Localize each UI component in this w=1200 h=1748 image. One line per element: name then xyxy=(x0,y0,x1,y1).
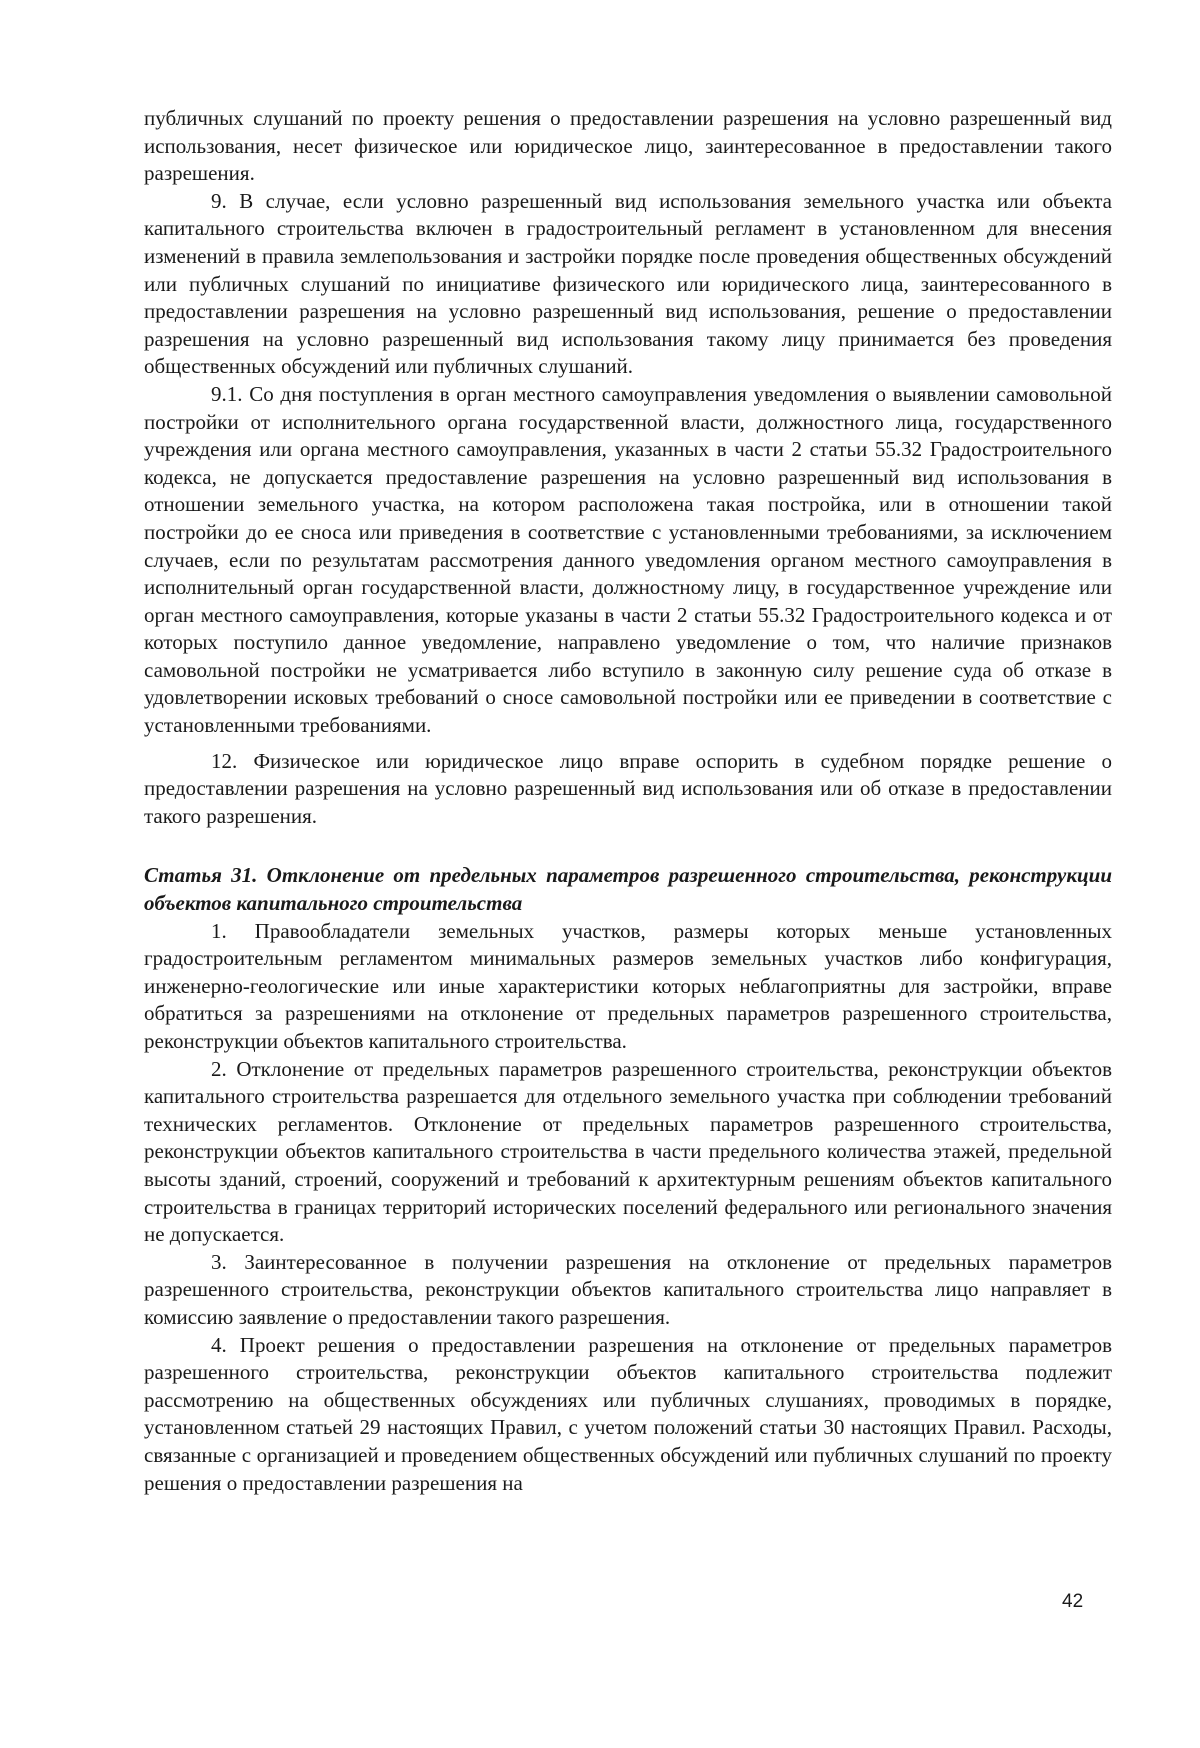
paragraph-item-9: 9. В случае, если условно разрешенный вид использования земельного участка или объекта капитального строительства включен в градостроительный регламент в установленном для внесения изменений в правила землепользования и застройки порядке после проведения общественных обсуждений или публичных слушаний по инициативе физического или юридического лица, заинтересованного в предоставлении разрешения на условно разрешенный вид использования, решение о предоставлении разрешения на условно разрешенный вид использования такому лицу принимается без проведения общественных обсуждений или публичных слушаний. xyxy=(144,188,1112,379)
article-paragraph-3: 3. Заинтересованное в получении разрешения на отклонение от предельных параметров разрешенного строительства, реконструкции объектов капитального строительства лицо направляет в комиссию заявление о предоставлении такого разрешения. xyxy=(144,1249,1112,1329)
page-number: 42 xyxy=(1062,1591,1084,1612)
article-paragraph-4: 4. Проект решения о предоставлении разрешения на отклонение от предельных параметров разрешенного строительства, реконструкции объектов капитального строительства подлежит рассмотрению на общественных обсуждениях или публичных слушаниях, проводимых в порядке, установленном статьей 29 настоящих Правил, с учетом положений статьи 30 настоящих Правил. Расходы, связанные с организацией и проведением общественных обсуждений или публичных слушаний по проекту решения о предоставлении разрешения на xyxy=(144,1332,1112,1495)
article-heading: Статья 31. Отклонение от предельных параметров разрешенного строительства, реконструкции объектов капитального строительства xyxy=(144,863,1112,916)
article-paragraph-1: 1. Правообладатели земельных участков, размеры которых меньше установленных градостроительным регламентом минимальных размеров земельных участков либо конфигурация, инженерно-геологические или иные характеристики которых неблагоприятны для застройки, вправе обратиться за разрешениями на отклонение от предельных параметров разрешенного строительства, реконструкции объектов капитального строительства. xyxy=(144,918,1112,1053)
article-paragraph-2: 2. Отклонение от предельных параметров разрешенного строительства, реконструкции объектов капитального строительства разрешается для отдельного земельного участка при соблюдении требований технических регламентов. Отклонение от предельных параметров разрешенного строительства, реконструкции объектов капитального строительства в части предельного количества этажей, предельной высоты зданий, строений, сооружений и требований к архитектурным решениям объектов капитального строительства в границах территорий исторических поселений федерального или регионального значения не допускается. xyxy=(144,1056,1112,1247)
paragraph-item-12: 12. Физическое или юридическое лицо вправе оспорить в судебном порядке решение о предоставлении разрешения на условно разрешенный вид использования или об отказе в предоставлении такого разрешения. xyxy=(144,748,1112,828)
document-body xyxy=(144,105,1112,1497)
paragraph-continuation: публичных слушаний по проекту решения о предоставлении разрешения на условно разрешенный вид использования, несет физическое или юридическое лицо, заинтересованное в предоставлении такого разрешения. xyxy=(144,106,1112,186)
paragraph-item-9-1: 9.1. Со дня поступления в орган местного самоуправления уведомления о выявлении самовольной постройки от исполнительного органа государственной власти, должностного лица, государственного учреждения или органа местного самоуправления, указанных в части 2 статьи 55.32 Градостроительного кодекса, не допускается предоставление разрешения на условно разрешенный вид использования в отношении земельного участка, на котором расположена такая постройка, или в отношении такой постройки до ее сноса или приведения в соответствие с установленными требованиями, за исключением случаев, если по результатам рассмотрения данного уведомления органом местного самоуправления в исполнительный орган государственной власти, должностному лицу, в государственное учреждение или орган местного самоуправления, которые указаны в части 2 статьи 55.32 Градостроительного кодекса и от которых поступило данное уведомление, направлено уведомление о том, что наличие признаков самовольной постройки не усматривается либо вступило в законную силу решение суда об отказе в удовлетворении исковых требований о сносе самовольной постройки или ее приведении в соответствие с установленными требованиями. xyxy=(144,381,1112,738)
